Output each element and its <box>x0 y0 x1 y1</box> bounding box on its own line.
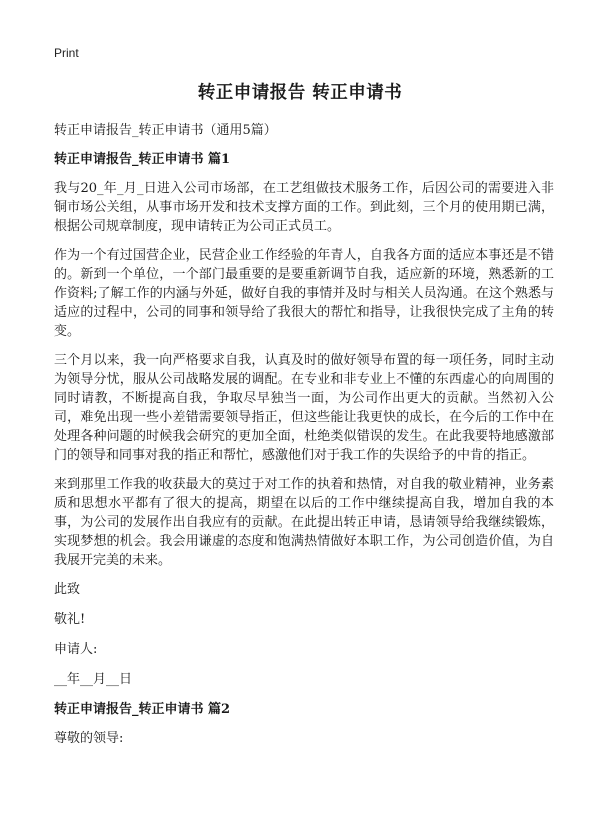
document-body <box>54 121 554 759</box>
section-1-paragraph-4: 来到那里工作我的收获最大的莫过于对工作的执着和热情，对自我的敬业精神，业务素质和思想水平都有了很大的提高，期望在以后的工作中继续提高自我，增加自我的本事，为公司的发展作出自我应有的贡献。在此提出转正申请，恳请领导给我继续锻炼，实现梦想的机会。我会用谦虚的态度和饱满热情做好本职工作，为公司创造价值，为自我展开完美的未来。 <box>54 477 554 568</box>
section-1-paragraph-1: 我与20_年_月_日进入公司市场部，在工艺组做技术服务工作，后因公司的需要进入非铜市场公关组，从事市场开发和技术支撑方面的工作。到此刻，三个月的使用期已满，根据公司规章制度，现申请转正为公司正式员工。 <box>54 181 554 234</box>
closing-line: 此致 <box>54 582 81 597</box>
section-1-paragraph-3: 三个月以来，我一向严格要求自我，认真及时的做好领导布置的每一项任务，同时主动为领导分忧，服从公司战略发展的调配。在专业和非专业上不懂的东西虚心的向周围的同时请教，不断提高自我，争取尽早独当一面，为公司作出更大的贡献。当然初入公司，难免出现一些小差错需要领导指正，但这些能让我更快的成长，在今后的工作中在处理各种问题的时候我会研究的更加全面，杜绝类似错误的发生。在此我要特地感激部门的领导和同事对我的指正和帮忙，感激他们对于我工作的失误给予的中肯的指正。 <box>54 353 554 463</box>
section-2-heading: 转正申请报告_转正申请书 篇2 <box>54 702 231 717</box>
section-1-paragraph-2: 作为一个有过国营企业，民营企业工作经验的年青人，自我各方面的适应本事还是不错的。新到一个单位，一个部门最重要的是要重新调节自我，适应新的环境，熟悉新的工作资料;了解工作的内涵与外延，做好自我的事情并及时与相关人员沟通。在这个熟悉与适应的过程中，公司的同事和领导给了我很大的帮忙和指导，让我很快完成了主角的转变。 <box>54 248 554 339</box>
applicant-line: 申请人: <box>54 642 98 657</box>
section-1-heading: 转正申请报告_转正申请书 篇1 <box>54 152 231 167</box>
print-link[interactable]: Print <box>54 46 79 60</box>
salute-line: 敬礼! <box>54 612 86 627</box>
document-title: 转正申请报告 转正申请书 <box>197 83 403 103</box>
document-subtitle: 转正申请报告_转正申请书（通用5篇） <box>54 123 277 138</box>
date-line: __年__月__日 <box>54 672 133 687</box>
section-2-greeting: 尊敬的领导: <box>54 731 124 746</box>
